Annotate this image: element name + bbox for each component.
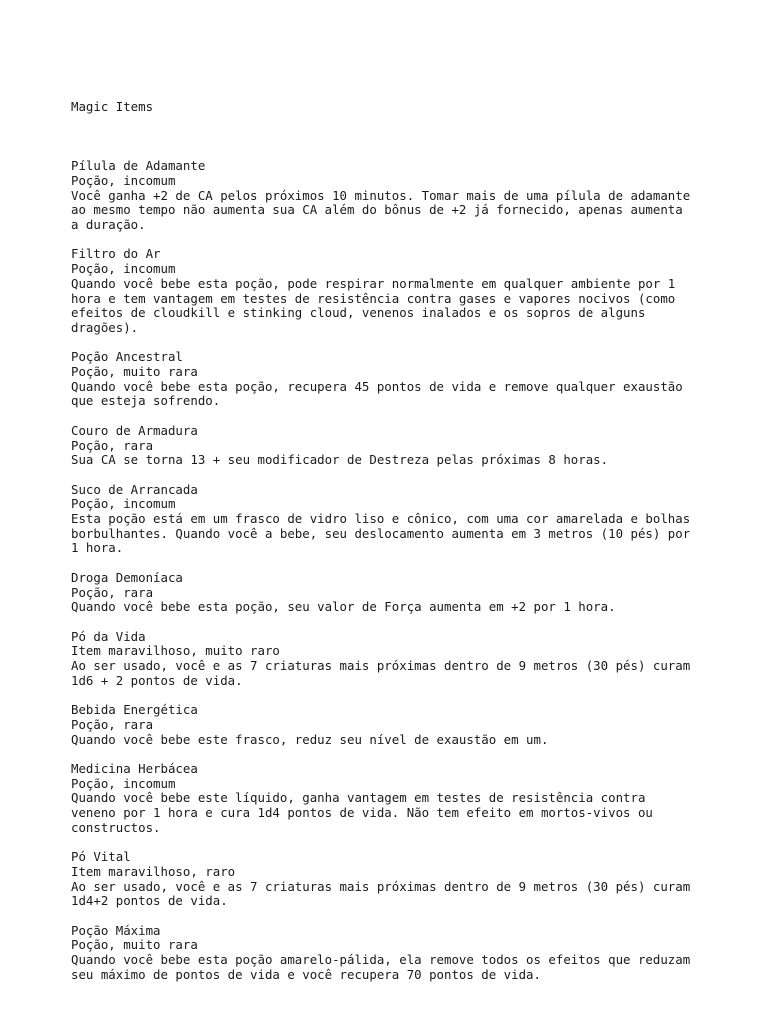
magic-item-entry	[71, 483, 731, 557]
item-name: Pó da Vida	[71, 628, 146, 644]
item-type: Poção, muito rara	[71, 937, 198, 953]
item-description-line: Esta poção está em um frasco de vidro liso e cônico, com uma cor amarelada e bolhas	[71, 511, 691, 527]
item-description-line: que esteja sofrendo.	[71, 393, 221, 409]
item-type: Poção, rara	[71, 584, 154, 600]
item-type: Poção, rara	[71, 437, 154, 453]
item-description-line: efeitos de cloudkill e stinking cloud, venenos inalados e os sopros de alguns	[71, 305, 646, 321]
magic-item-entry	[71, 159, 731, 233]
magic-item-entry	[71, 703, 731, 747]
item-name: Poção Ancestral	[71, 349, 183, 365]
item-description-line: hora e tem vantagem em testes de resistência contra gases e vapores nocivos (como	[71, 290, 676, 306]
document-title: Magic Items	[71, 99, 154, 115]
item-description-line: 1 hora.	[71, 540, 124, 556]
item-name: Pílula de Adamante	[71, 158, 206, 174]
item-description-line: 1d4+2 pontos de vida.	[71, 893, 228, 909]
item-type: Poção, incomum	[71, 496, 176, 512]
item-list	[71, 159, 731, 982]
item-description-line: Você ganha +2 de CA pelos próximos 10 minutos. Tomar mais de uma pílula de adamante	[71, 187, 691, 203]
item-name: Filtro do Ar	[71, 246, 161, 262]
item-description-line: Quando você bebe este líquido, ganha vantagem em testes de resistência contra	[71, 790, 646, 806]
item-type: Poção, incomum	[71, 172, 176, 188]
item-description-line: Quando você bebe esta poção, pode respirar normalmente em qualquer ambiente por 1	[71, 275, 676, 291]
item-type: Poção, rara	[71, 716, 154, 732]
magic-item-entry	[71, 924, 731, 983]
item-description-line: dragões).	[71, 319, 139, 335]
item-type: Item maravilhoso, muito raro	[71, 643, 280, 659]
item-description-line: 1d6 + 2 pontos de vida.	[71, 672, 243, 688]
item-description-line: Quando você bebe este frasco, reduz seu nível de exaustão em um.	[71, 731, 549, 747]
document-page	[71, 71, 731, 1012]
item-description-line: ao mesmo tempo não aumenta sua CA além do bônus de +2 já fornecido, apenas aumenta	[71, 202, 683, 218]
item-type: Item maravilhoso, raro	[71, 863, 236, 879]
magic-item-entry	[71, 850, 731, 909]
item-name: Medicina Herbácea	[71, 760, 198, 776]
item-description-line: Quando você bebe esta poção, recupera 45 pontos de vida e remove qualquer exaustão	[71, 378, 683, 394]
magic-item-entry	[71, 350, 731, 409]
item-description-line: veneno por 1 hora e cura 1d4 pontos de vida. Não tem efeito em mortos-vivos ou	[71, 805, 653, 821]
item-description-line: Ao ser usado, você e as 7 criaturas mais próximas dentro de 9 metros (30 pés) curam	[71, 878, 691, 894]
item-description-line: borbulhantes. Quando você a bebe, seu deslocamento aumenta em 3 metros (10 pés) por	[71, 525, 691, 541]
item-name: Droga Demoníaca	[71, 569, 183, 585]
item-name: Bebida Energética	[71, 702, 198, 718]
item-description-line: Quando você bebe esta poção amarelo-pálida, ela remove todos os efeitos que reduzam	[71, 952, 691, 968]
magic-item-entry	[71, 247, 731, 335]
item-description-line: constructos.	[71, 819, 161, 835]
item-type: Poção, incomum	[71, 775, 176, 791]
item-description-line: Ao ser usado, você e as 7 criaturas mais próximas dentro de 9 metros (30 pés) curam	[71, 658, 691, 674]
item-name: Poção Máxima	[71, 922, 161, 938]
item-description-line: Sua CA se torna 13 + seu modificador de Destreza pelas próximas 8 horas.	[71, 452, 609, 468]
item-description-line: a duração.	[71, 217, 146, 233]
item-name: Suco de Arrancada	[71, 481, 198, 497]
magic-item-entry	[71, 424, 731, 468]
item-description-line: seu máximo de pontos de vida e você recupera 70 pontos de vida.	[71, 966, 541, 982]
magic-item-entry	[71, 630, 731, 689]
magic-item-entry	[71, 762, 731, 836]
item-description-line: Quando você bebe esta poção, seu valor de Força aumenta em +2 por 1 hora.	[71, 599, 616, 615]
item-name: Couro de Armadura	[71, 422, 198, 438]
item-type: Poção, incomum	[71, 261, 176, 277]
item-type: Poção, muito rara	[71, 364, 198, 380]
item-name: Pó Vital	[71, 849, 131, 865]
magic-item-entry	[71, 571, 731, 615]
